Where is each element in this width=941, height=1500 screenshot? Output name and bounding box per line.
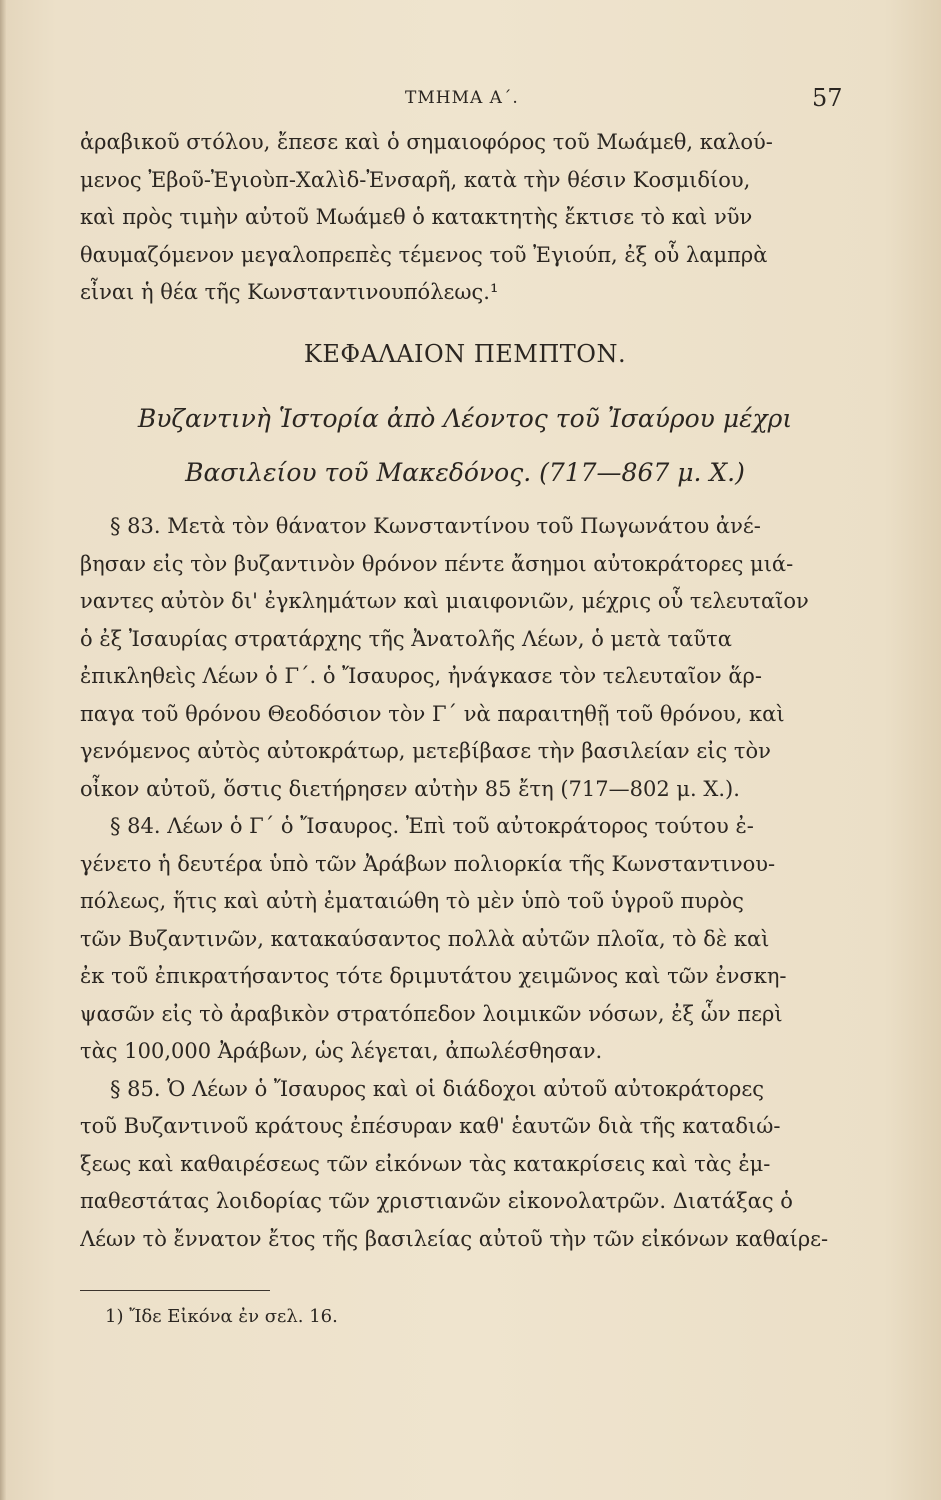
text-line: παθεστάτας λοιδορίας τῶν χριστιανῶν εἰκονολατρῶν. Διατάξας ὁ (80, 1189, 793, 1213)
subtitle-line: Βασιλείου τοῦ Μακεδόνος. (717—867 μ. Χ.) (185, 458, 745, 487)
text-line: τοῦ Βυζαντινοῦ κράτους ἐπέσυραν καθ' ἑαυτῶν διὰ τῆς καταδιώ- (80, 1114, 781, 1138)
footnote-rule (80, 1290, 270, 1291)
text-line: εἶναι ἡ θέα τῆς Κωνσταντινουπόλεως.¹ (80, 280, 499, 304)
intro-paragraph (80, 124, 850, 312)
text-line: § 85. Ὁ Λέων ὁ Ἴσαυρος καὶ οἱ διάδοχοι αὐτοῦ αὐτοκράτορες (110, 1076, 765, 1101)
text-line: ὁ ἐξ Ἰσαυρίας στρατάρχης τῆς Ἀνατολῆς Λέων, ὁ μετὰ ταῦτα (80, 626, 732, 651)
text-line: θαυμαζόμενον μεγαλοπρεπὲς τέμενος τοῦ Ἐγιούπ, ἐξ οὗ λαμπρὰ (80, 242, 768, 267)
text-line: Λέων τὸ ἔννατον ἔτος τῆς βασιλείας αὐτοῦ τὴν τῶν εἰκόνων καθαίρε- (80, 1226, 829, 1251)
text-line: οἶκον αὐτοῦ, ὅστις διετήρησεν αὐτὴν 85 ἔτη (717—802 μ. Χ.). (80, 776, 740, 801)
text-line: καὶ πρὸς τιμὴν αὐτοῦ Μωάμεθ ὁ κατακτητὴς ἔκτισε τὸ καὶ νῦν (80, 205, 753, 229)
text-line: γενόμενος αὐτὸς αὐτοκράτωρ, μετεβίβασε τὴν βασιλείαν εἰς τὸν (80, 739, 771, 763)
chapter-subtitle (80, 392, 850, 500)
running-head: ΤΜΗΜΑ Α΄. (405, 88, 519, 108)
page-header (0, 84, 941, 114)
text-line: ψασῶν εἰς τὸ ἀραβικὸν στρατόπεδον λοιμικῶν νόσων, ἐξ ὧν περὶ (80, 1001, 783, 1026)
text-line: μενος Ἐβοῦ-Ἐγιοὺπ-Χαλὶδ-Ἐνσαρῆ, κατὰ τὴν θέσιν Κοσμιδίου, (80, 167, 751, 192)
text-line: ναντες αὐτὸν δι' ἐγκλημάτων καὶ μιαιφονιῶν, μέχρις οὗ τελευταῖον (80, 589, 809, 613)
text-line: § 83. Μετὰ τὸν θάνατον Κωνσταντίνου τοῦ Πωγωνάτου ἀνέ- (110, 514, 761, 538)
text-line: τὰς 100,000 Ἀράβων, ὡς λέγεται, ἀπωλέσθησαν. (80, 1039, 603, 1063)
text-line: § 84. Λέων ὁ Γ΄ ὁ Ἴσαυρος. Ἐπὶ τοῦ αὐτοκράτορος τούτου ἐ- (110, 814, 754, 838)
text-line: γένετο ἡ δευτέρα ὑπὸ τῶν Ἀράβων πολιορκία τῆς Κωνσταντινου- (80, 851, 776, 876)
body-text (80, 508, 850, 1258)
text-line: παγα τοῦ θρόνου Θεοδόσιον τὸν Γ΄ νὰ παραιτηθῇ τοῦ θρόνου, καὶ (80, 701, 785, 726)
text-line: ἀραβικοῦ στόλου, ἔπεσε καὶ ὁ σημαιοφόρος τοῦ Μωάμεθ, καλού- (80, 130, 773, 154)
text-line: ἐπικληθεὶς Λέων ὁ Γ΄. ὁ Ἴσαυρος, ἠνάγκασε τὸν τελευταῖον ἅρ- (80, 664, 762, 688)
text-line: ἐκ τοῦ ἐπικρατήσαντος τότε δριμυτάτου χειμῶνος καὶ τῶν ἐνσκη- (80, 964, 787, 988)
page-number: 57 (812, 84, 843, 112)
chapter-title: ΚΕΦΑΛΑΙΟΝ ΠΕΜΠΤΟΝ. (303, 340, 627, 368)
page-edge (0, 0, 6, 1500)
text-line: ξεως καὶ καθαιρέσεως τῶν εἰκόνων τὰς κατακρίσεις καὶ τὰς ἐμ- (80, 1151, 771, 1176)
text-line: πόλεως, ἥτις καὶ αὐτὴ ἐματαιώθη τὸ μὲν ὑπὸ τοῦ ὑγροῦ πυρὸς (80, 889, 744, 913)
subtitle-line: Βυζαντινὴ Ἱστορία ἀπὸ Λέοντος τοῦ Ἰσαύρου μέχρι (137, 404, 793, 433)
text-line: βησαν εἰς τὸν βυζαντινὸν θρόνον πέντε ἄσημοι αὐτοκράτορες μιά- (80, 551, 794, 576)
footnote: 1) Ἴδε Εἰκόνα ἐν σελ. 16. (105, 1306, 338, 1327)
text-line: τῶν Βυζαντινῶν, κατακαύσαντος πολλὰ αὐτῶν πλοῖα, τὸ δὲ καὶ (80, 926, 770, 951)
